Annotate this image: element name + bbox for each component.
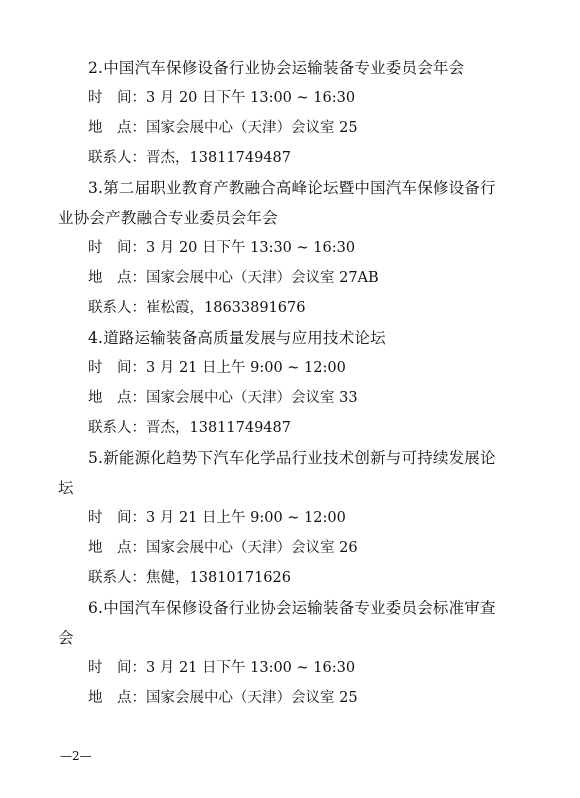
item-3-place: 地 点：国家会展中心（天津）会议室 27AB [88, 270, 379, 286]
item-5-time: 时 间：3 月 21 日上午 9:00 ~ 12:00 [88, 510, 346, 526]
item-5-contact: 联系人：焦健，13810171626 [88, 570, 291, 586]
item-6-title-line2: 会 [58, 629, 74, 647]
item-2-time: 时 间：3 月 20 日下午 13:00 ~ 16:30 [88, 90, 356, 106]
item-6-place: 地 点：国家会展中心（天津）会议室 25 [88, 690, 358, 706]
item-5-title-line2: 坛 [58, 479, 74, 497]
item-4-title: 4.道路运输装备高质量发展与应用技术论坛 [88, 329, 386, 347]
item-4-time: 时 间：3 月 21 日上午 9:00 ~ 12:00 [88, 360, 346, 376]
item-3-contact: 联系人：崔松霞，18633891676 [88, 300, 306, 316]
item-2-title: 2.中国汽车保修设备行业协会运输装备专业委员会年会 [88, 59, 465, 77]
item-6-time: 时 间：3 月 21 日下午 13:00 ~ 16:30 [88, 660, 356, 676]
item-5-title-line1: 5.新能源化趋势下汽车化学品行业技术创新与可持续发展论 [88, 449, 496, 467]
item-4-place: 地 点：国家会展中心（天津）会议室 33 [88, 390, 358, 406]
item-3-title-line1: 3.第二届职业教育产教融合高峰论坛暨中国汽车保修设备行 [88, 179, 496, 197]
item-4-contact: 联系人：晋杰，13811749487 [88, 420, 291, 436]
item-2-contact: 联系人：晋杰，13811749487 [88, 150, 291, 166]
item-2-place: 地 点：国家会展中心（天津）会议室 25 [88, 120, 358, 136]
item-6-title-line1: 6.中国汽车保修设备行业协会运输装备专业委员会标准审查 [88, 599, 496, 617]
page-number: —2— [60, 749, 92, 763]
item-3-time: 时 间：3 月 20 日下午 13:30 ~ 16:30 [88, 240, 356, 256]
item-3-title-line2: 业协会产教融合专业委员会年会 [58, 209, 278, 227]
item-5-place: 地 点：国家会展中心（天津）会议室 26 [88, 540, 358, 556]
